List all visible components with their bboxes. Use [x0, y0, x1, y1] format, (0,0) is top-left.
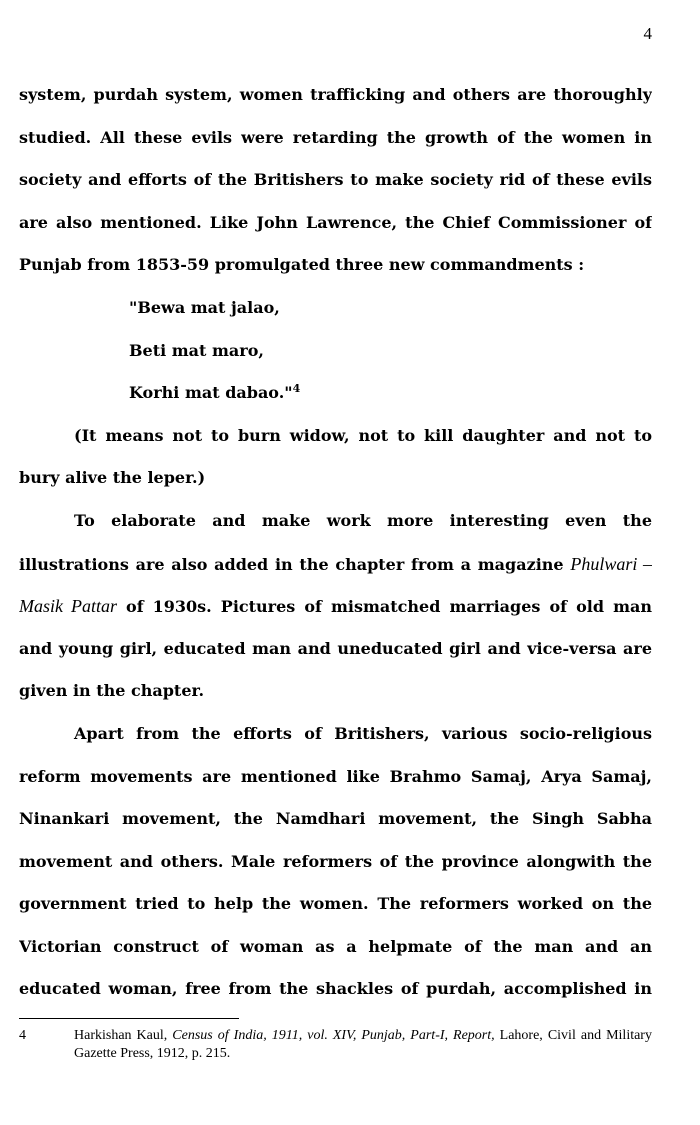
text-line: Apart from the efforts of Britishers, various socio-religious [74, 723, 652, 743]
text-line [19, 585, 652, 628]
footnote-mark: 4 [292, 382, 301, 396]
verse-text: Korhi mat dabao." [129, 383, 293, 403]
text-line: are also mentioned. Like John Lawrence, the Chief Commissioner of [19, 212, 652, 232]
text-line: studied. All these evils were retarding the growth of the women in [19, 127, 652, 147]
footnote-number: 4 [19, 1028, 26, 1043]
verse-line: "Bewa mat jalao, [129, 297, 280, 317]
magazine-title: Masik Pattar [19, 596, 117, 617]
text-line: Ninankari movement, the Namdhari movement, the Singh Sabha [19, 809, 652, 829]
verse-line [19, 372, 652, 415]
footnote [19, 1027, 652, 1063]
magazine-title: Phulwari – [570, 553, 652, 574]
text-line: movement and others. Male reformers of the province alongwith the [19, 851, 652, 871]
footnote-title: Census of India, 1911, vol. XIV, Punjab, Part-I, Report, [172, 1028, 495, 1043]
text-segment: illustrations are also added in the chapter from a magazine [19, 554, 571, 574]
text-line: given in the chapter. [19, 681, 205, 701]
text-segment: of 1930s. Pictures of mismatched marriages of old man [116, 597, 652, 617]
text-line: educated woman, free from the shackles of purdah, accomplished in [19, 979, 652, 999]
text-line [19, 543, 652, 586]
text-line: bury alive the leper.) [19, 468, 206, 488]
text-line: Punjab from 1853-59 promulgated three new commandments : [19, 255, 585, 275]
text-line: and young girl, educated man and uneducated girl and vice-versa are [19, 638, 652, 658]
footnote-author: Harkishan Kaul, [74, 1028, 173, 1043]
text-line: To elaborate and make work more interesting even the [74, 510, 652, 530]
text-line: (It means not to burn widow, not to kill daughter and not to [74, 425, 652, 445]
verse-line: Beti mat maro, [129, 340, 264, 360]
text-line: government tried to help the women. The reformers worked on the [19, 894, 652, 914]
footnote-publisher: Lahore, Civil and Military Gazette Press, 1912, p. 215. [74, 1028, 652, 1061]
body-text [19, 74, 652, 1011]
page-number: 4 [643, 24, 652, 43]
text-line: Victorian construct of woman as a helpmate of the man and an [19, 936, 652, 956]
text-line: society and efforts of the Britishers to make society rid of these evils [19, 170, 652, 190]
footnote-divider [19, 1018, 239, 1019]
text-line: reform movements are mentioned like Brahmo Samaj, Arya Samaj, [19, 766, 652, 786]
text-line: system, purdah system, women trafficking and others are thoroughly [19, 85, 652, 104]
footnote-text [74, 1027, 652, 1063]
